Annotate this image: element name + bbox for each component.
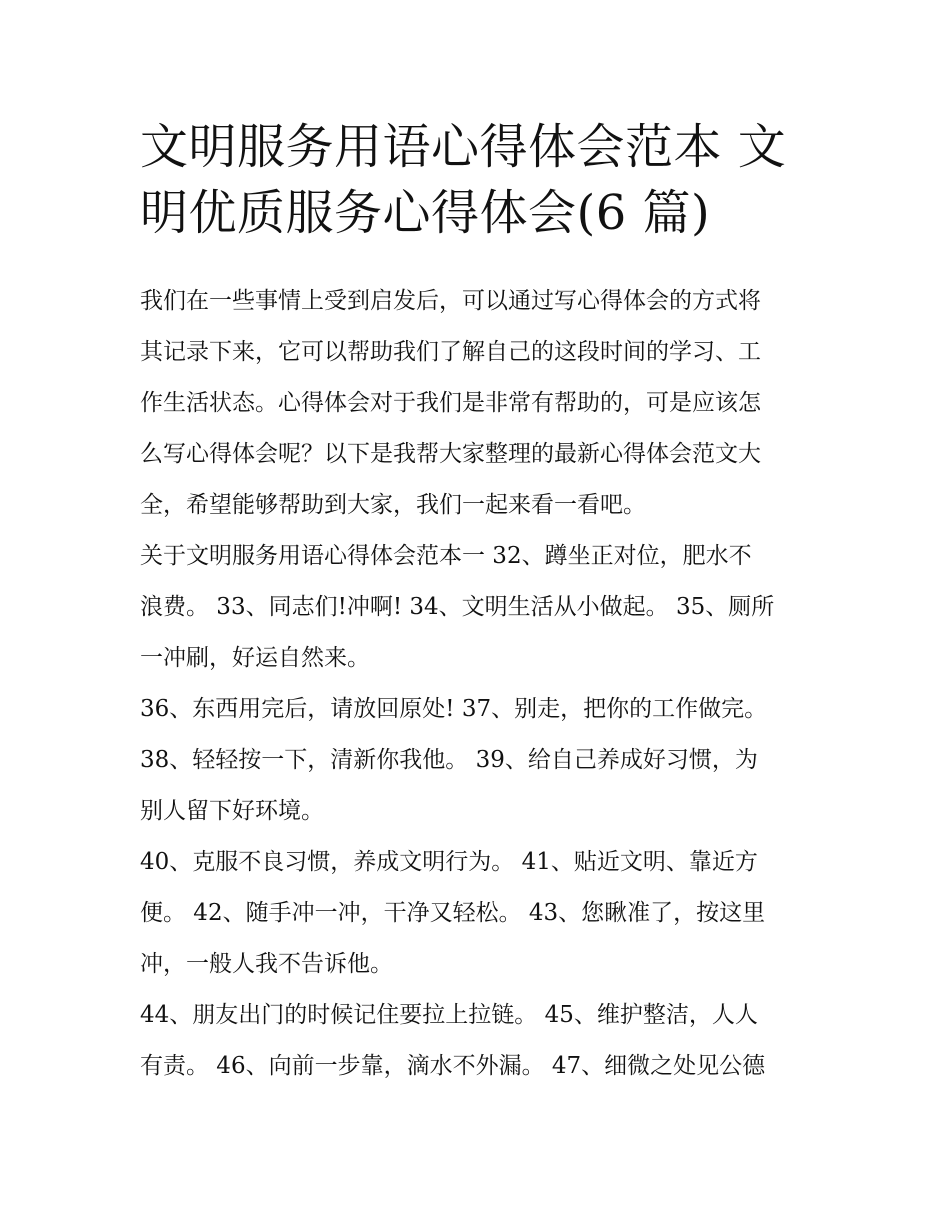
body-line: 么写心得体会呢？以下是我帮大家整理的最新心得体会范文大: [140, 441, 761, 467]
title-line-2: 明优质服务心得体会(6 篇): [140, 185, 711, 241]
body-line: 有责。 46、向前一步靠，滴水不外漏。 47、细微之处见公德: [140, 1053, 766, 1079]
body-line: 作生活状态。心得体会对于我们是非常有帮助的，可是应该怎: [140, 390, 761, 416]
body-line: 44、朋友出门的时候记住要拉上拉链。 45、维护整洁，人人: [140, 1002, 758, 1028]
document-body: [140, 276, 830, 1092]
document-title: [140, 114, 830, 246]
body-line: 36、东西用完后，请放回原处! 37、别走，把你的工作做完。: [140, 696, 768, 722]
body-line: 便。 42、随手冲一冲，干净又轻松。 43、您瞅准了，按这里: [140, 900, 766, 926]
body-line: 一冲刷，好运自然来。: [140, 645, 370, 671]
body-line: 全，希望能够帮助到大家，我们一起来看一看吧。: [140, 492, 646, 518]
title-line-1: 文明服务用语心得体会范本 文: [140, 119, 787, 175]
body-line: 别人留下好环境。: [140, 798, 324, 824]
body-line: 关于文明服务用语心得体会范本一 32、蹲坐正对位，肥水不: [140, 543, 752, 569]
body-line: 冲，一般人我不告诉他。: [140, 951, 393, 977]
body-line: 40、克服不良习惯，养成文明行为。 41、贴近文明、靠近方: [140, 849, 758, 875]
body-line: 我们在一些事情上受到启发后，可以通过写心得体会的方式将: [140, 288, 761, 314]
body-line: 浪费。 33、同志们!冲啊! 34、文明生活从小做起。 35、厕所: [140, 594, 775, 620]
body-line: 其记录下来，它可以帮助我们了解自己的这段时间的学习、工: [140, 339, 761, 365]
body-line: 38、轻轻按一下，清新你我他。 39、给自己养成好习惯，为: [140, 747, 758, 773]
